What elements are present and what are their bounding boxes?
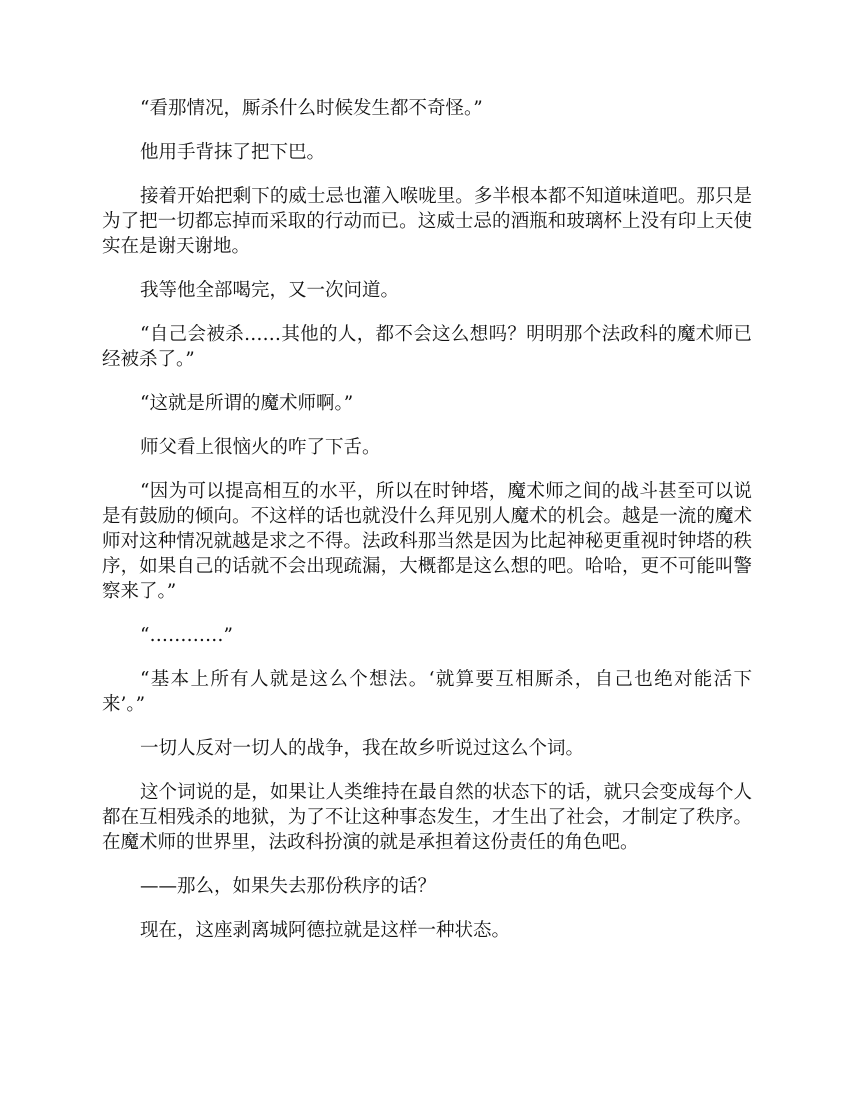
paragraph: 一切人反对一切人的战争，我在故乡听说过这么个词。 [140, 738, 585, 759]
document-body [102, 96, 752, 962]
paragraph: “看那情况，厮杀什么时候发生都不奇怪。” [140, 98, 483, 119]
paragraph: 接着开始把剩下的威士忌也灌入喉咙里。多半根本都不知道味道吧。那只是为了把一切都忘掉而采取的行动而已。这威士忌的酒瓶和玻璃杯上没有印上天使实在是谢天谢地。 [102, 186, 752, 257]
paragraph: “基本上所有人就是这么个想法。‘就算要互相厮杀，自己也绝对能活下来’。” [102, 669, 752, 715]
paragraph: 师父看上很恼火的咋了下舌。 [140, 437, 381, 458]
paragraph: “自己会被杀……其他的人，都不会这么想吗？明明那个法政科的魔术师已经被杀了。” [102, 324, 752, 370]
paragraph: 现在，这座剥离城阿德拉就是这样一种状态。 [140, 920, 511, 941]
paragraph: 他用手背抹了把下巴。 [140, 142, 326, 163]
paragraph: 我等他全部喝完，又一次问道。 [140, 280, 400, 301]
paragraph: 这个词说的是，如果让人类维持在最自然的状态下的话，就只会变成每个人都在互相残杀的地狱，为了不让这种事态发生，才生出了社会，才制定了秩序。在魔术师的世界里，法政科扮演的就是承担着这份责任的角色吧。 [102, 782, 752, 853]
paragraph: “…………” [140, 625, 233, 646]
paragraph: “这就是所谓的魔术师啊。” [140, 393, 354, 414]
paragraph: “因为可以提高相互的水平，所以在时钟塔，魔术师之间的战斗甚至可以说是有鼓励的倾向。不这样的话也就没什么拜见别人魔术的机会。越是一流的魔术师对这种情况就越是求之不得。法政科那当然是因为比起神秘更重视时钟塔的秩序，如果自己的话就不会出现疏漏，大概都是这么想的吧。哈哈，更不可能叫警察来了。” [102, 481, 752, 602]
paragraph: ——那么，如果失去那份秩序的话？ [140, 876, 437, 897]
